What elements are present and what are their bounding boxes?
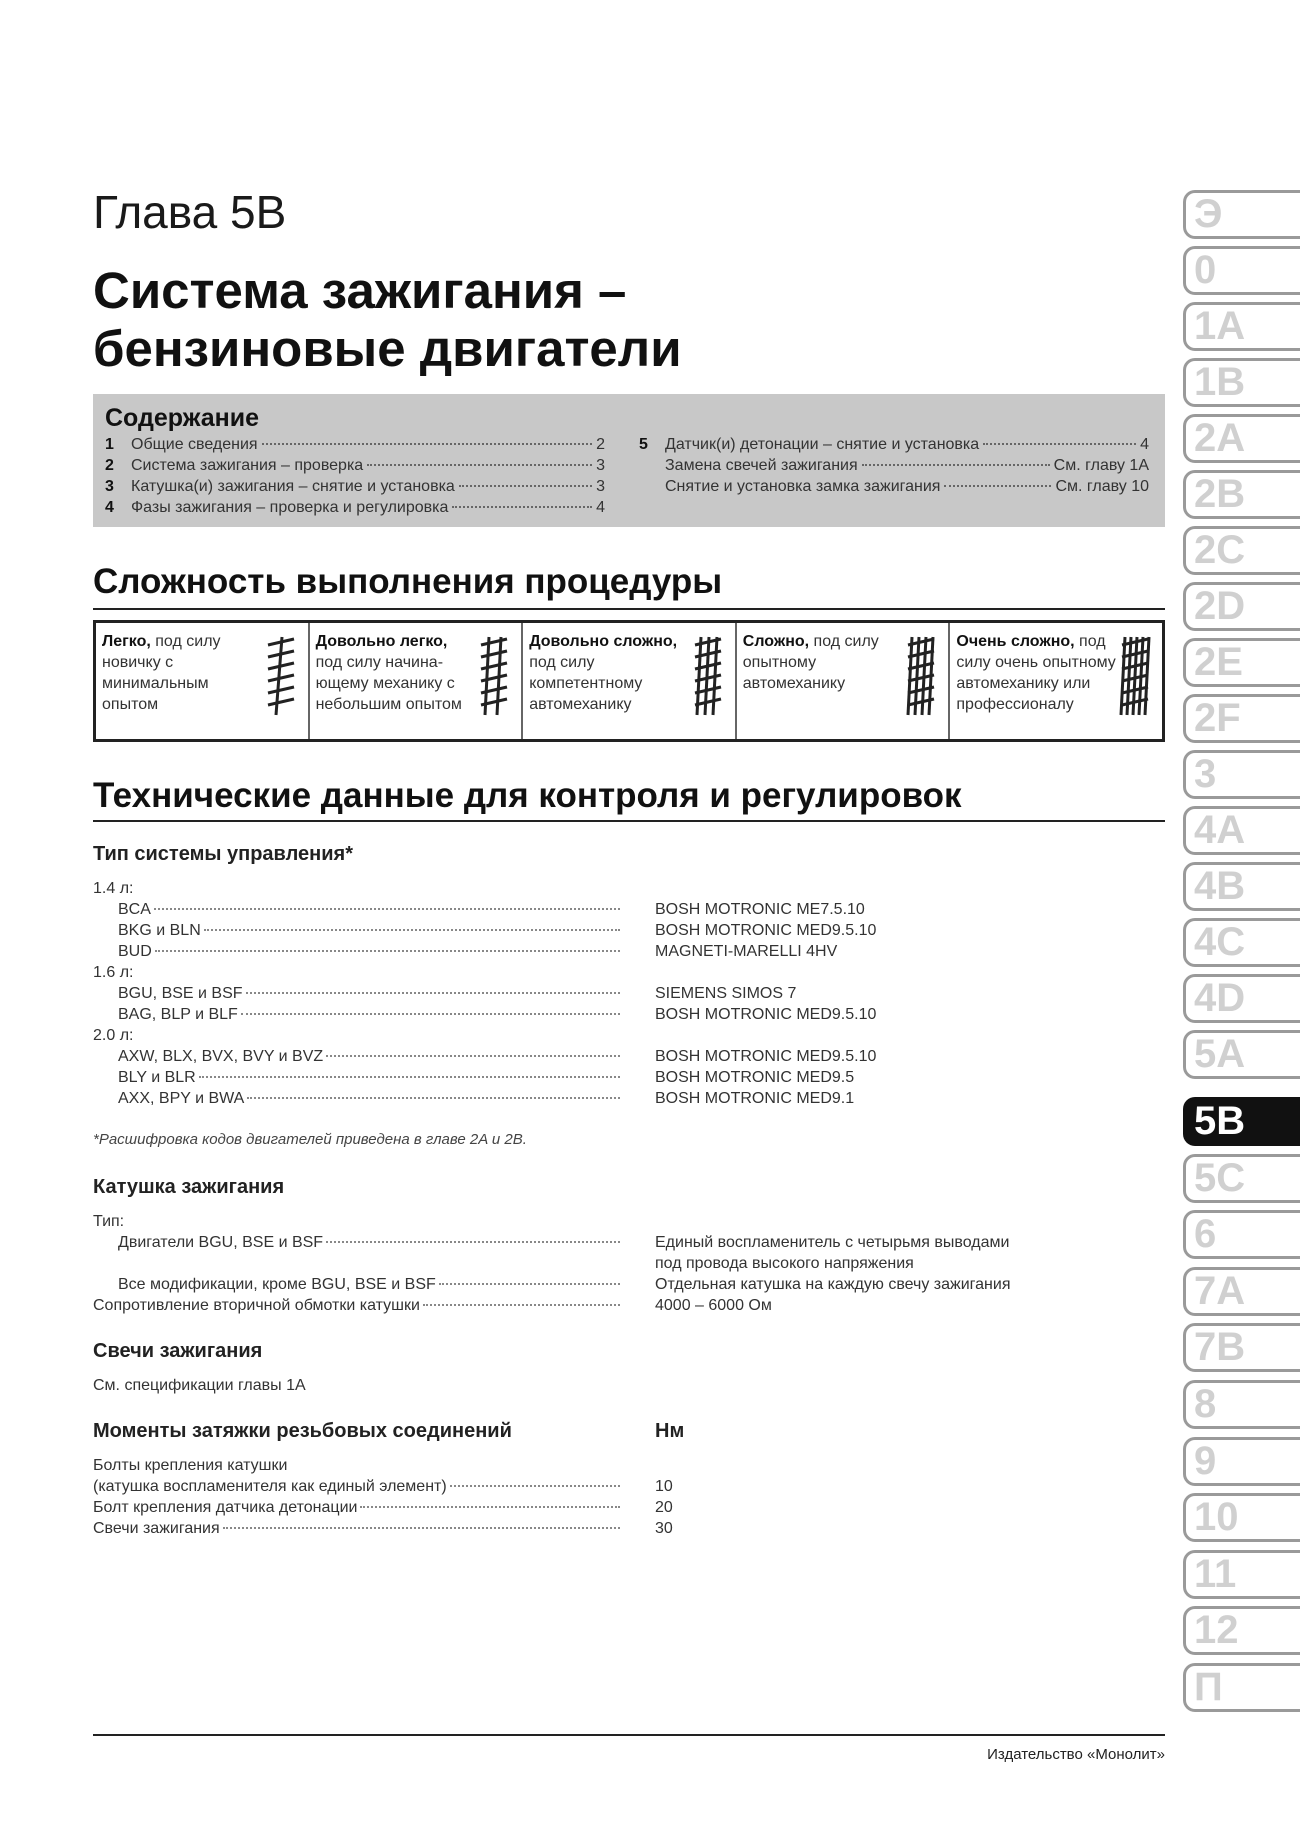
publisher-name: Издательство «Монолит» <box>987 1746 1165 1763</box>
spec-value: BOSH MOTRONIC MED9.5.10 <box>655 1048 877 1065</box>
contents-item-page: 3 <box>596 457 605 474</box>
contents-item-label: Катушка(и) зажигания – снятие и установка <box>131 478 455 495</box>
contents-item-label: Фазы зажигания – проверка и регулировка <box>131 499 449 516</box>
difficulty-description: под силу новичку с минимальным опытом <box>102 633 221 713</box>
spec-row: Все модификации, кроме BGU, BSE и BSF <box>118 1276 620 1297</box>
difficulty-description: под силу начина-ющему механику с небольшим опытом <box>315 654 462 713</box>
difficulty-title: Легко, <box>102 633 151 650</box>
spec-value: 30 <box>655 1520 673 1537</box>
contents-item-label: Система зажигания – проверка <box>131 457 364 474</box>
difficulty-level-3 <box>523 623 737 739</box>
contents-item[interactable] <box>105 499 605 520</box>
tab-7A[interactable]: 7A <box>1183 1267 1300 1316</box>
tab-4D[interactable]: 4D <box>1183 974 1300 1023</box>
leader-dots <box>452 506 592 508</box>
tech-data-heading: Технические данные для контроля и регулировок <box>93 776 962 815</box>
contents-item[interactable] <box>105 457 605 478</box>
contents-item[interactable] <box>639 478 1149 499</box>
tab-12[interactable]: 12 <box>1183 1606 1300 1655</box>
tab-4A[interactable]: 4A <box>1183 806 1300 855</box>
spec-value: BOSH MOTRONIC MED9.5.10 <box>655 1006 877 1023</box>
spec-row: BUD <box>118 943 620 964</box>
contents-item[interactable] <box>105 436 605 457</box>
tab-3[interactable]: 3 <box>1183 750 1300 799</box>
tab-P[interactable]: П <box>1183 1663 1300 1712</box>
contents-left-column <box>105 436 605 520</box>
wrench-icon <box>904 635 940 717</box>
contents-item-page: 2 <box>596 436 605 453</box>
spec-row: AXX, BPY и BWA <box>118 1090 620 1111</box>
spec-value: BOSH MOTRONIC MED9.5 <box>655 1069 855 1086</box>
torque-row-label: Болты крепления катушки <box>93 1457 288 1474</box>
tab-1A[interactable]: 1A <box>1183 302 1300 351</box>
contents-heading: Содержание <box>105 404 260 432</box>
coil-type-label: Тип: <box>93 1213 125 1230</box>
torque-unit: Нм <box>655 1420 685 1442</box>
contents-item-number: 1 <box>105 436 114 453</box>
tab-2D[interactable]: 2D <box>1183 582 1300 631</box>
engine-group-label: 1.6 л: <box>93 964 134 981</box>
tab-7B[interactable]: 7B <box>1183 1323 1300 1372</box>
difficulty-level-2 <box>310 623 524 739</box>
tab-5B-active[interactable]: 5B <box>1183 1097 1300 1146</box>
spec-row: Сопротивление вторичной обмотки катушки <box>93 1297 620 1318</box>
difficulty-title: Сложно, <box>742 633 810 650</box>
contents-item-page: См. главу 1A <box>1053 457 1149 474</box>
difficulty-scale <box>93 620 1165 742</box>
tab-5C[interactable]: 5C <box>1183 1154 1300 1203</box>
leader-dots <box>262 443 593 445</box>
tab-2E[interactable]: 2E <box>1183 638 1300 687</box>
engine-group-label: 2.0 л: <box>93 1027 134 1044</box>
spec-row: Двигатели BGU, BSE и BSF <box>118 1234 620 1255</box>
spec-value: 20 <box>655 1499 673 1516</box>
spec-value: BOSH MOTRONIC MED9.5.10 <box>655 922 877 939</box>
wrench-icon <box>477 635 513 717</box>
spec-value: под провода высокого напряжения <box>655 1255 914 1272</box>
tab-4B[interactable]: 4B <box>1183 862 1300 911</box>
contents-item-number: 4 <box>105 499 114 516</box>
spec-value: BOSH MOTRONIC MED9.1 <box>655 1090 855 1107</box>
leader-dots <box>862 464 1050 466</box>
difficulty-level-1 <box>96 623 310 739</box>
section-divider <box>93 608 1165 610</box>
tab-5A[interactable]: 5A <box>1183 1030 1300 1079</box>
torque-heading: Моменты затяжки резьбовых соединений <box>93 1420 512 1442</box>
spec-row: BKG и BLN <box>118 922 620 943</box>
contents-item-number: 2 <box>105 457 114 474</box>
tab-2A[interactable]: 2A <box>1183 414 1300 463</box>
spec-row: BGU, BSE и BSF <box>118 985 620 1006</box>
contents-item[interactable] <box>105 478 605 499</box>
chapter-label: Глава 5В <box>93 186 287 238</box>
spec-row: AXW, BLX, BVX, BVY и BVZ <box>118 1048 620 1069</box>
difficulty-description: под силу опытному автомеханику <box>742 633 879 692</box>
contents-item-label: Общие сведения <box>131 436 258 453</box>
page-title <box>93 262 682 378</box>
spec-value: MAGNETI-MARELLI 4HV <box>655 943 838 960</box>
spec-row: (катушка воспламенителя как единый элемент) <box>93 1478 620 1499</box>
title-line-1: Система зажигания – <box>93 262 627 319</box>
leader-dots <box>983 443 1136 445</box>
tab-2C[interactable]: 2C <box>1183 526 1300 575</box>
plugs-heading: Свечи зажигания <box>93 1340 263 1362</box>
tab-11[interactable]: 11 <box>1183 1550 1300 1599</box>
contents-item[interactable] <box>639 457 1149 478</box>
difficulty-description: под силу очень опытному автомеханику или профессионалу <box>956 633 1116 713</box>
leader-dots <box>944 485 1051 487</box>
wrench-icon <box>691 635 727 717</box>
tab-6[interactable]: 6 <box>1183 1210 1300 1259</box>
contents-item-label: Замена свечей зажигания <box>665 457 858 474</box>
difficulty-heading: Сложность выполнения процедуры <box>93 562 723 601</box>
spec-value: Единый воспламенитель с четырьмя выводами <box>655 1234 1010 1251</box>
coil-heading: Катушка зажигания <box>93 1176 285 1198</box>
difficulty-title: Довольно легко, <box>315 633 448 650</box>
title-line-2: бензиновые двигатели <box>93 320 682 377</box>
tab-4C[interactable]: 4C <box>1183 918 1300 967</box>
spec-value: SIEMENS SIMOS 7 <box>655 985 797 1002</box>
contents-item-label: Датчик(и) детонации – снятие и установка <box>665 436 980 453</box>
plugs-text: См. спецификации главы 1A <box>93 1377 306 1394</box>
tab-E[interactable]: Э <box>1183 190 1300 239</box>
contents-item-page: 4 <box>1140 436 1149 453</box>
footer-divider <box>93 1734 1165 1736</box>
tab-8[interactable]: 8 <box>1183 1380 1300 1429</box>
spec-value: Отдельная катушка на каждую свечу зажигания <box>655 1276 1011 1293</box>
tab-10[interactable]: 10 <box>1183 1493 1300 1542</box>
control-system-heading: Тип системы управления* <box>93 843 353 865</box>
spec-row: BAG, BLP и BLF <box>118 1006 620 1027</box>
wrench-icon <box>1118 635 1154 717</box>
difficulty-level-4 <box>737 623 951 739</box>
difficulty-title: Очень сложно, <box>956 633 1075 650</box>
spec-value: 10 <box>655 1478 673 1495</box>
tab-0[interactable]: 0 <box>1183 246 1300 295</box>
contents-item-page: 3 <box>596 478 605 495</box>
tab-9[interactable]: 9 <box>1183 1437 1300 1486</box>
contents-right-column <box>639 436 1149 499</box>
engine-group-label: 1.4 л: <box>93 880 134 897</box>
leader-dots <box>459 485 592 487</box>
contents-item-number: 5 <box>639 436 648 453</box>
section-divider <box>93 820 1165 822</box>
spec-row: Болт крепления датчика детонации <box>93 1499 620 1520</box>
tab-1B[interactable]: 1B <box>1183 358 1300 407</box>
footnote: *Расшифровка кодов двигателей приведена в главе 2A и 2B. <box>93 1131 527 1148</box>
spec-row: BLY и BLR <box>118 1069 620 1090</box>
spec-row: BCA <box>118 901 620 922</box>
contents-item-page: См. главу 10 <box>1055 478 1149 495</box>
contents-item-number: 3 <box>105 478 114 495</box>
spec-row: Свечи зажигания <box>93 1520 620 1541</box>
contents-item-page: 4 <box>596 499 605 516</box>
difficulty-title: Довольно сложно, <box>529 633 678 650</box>
wrench-icon <box>264 635 300 717</box>
spec-value: BOSH MOTRONIC ME7.5.10 <box>655 901 865 918</box>
difficulty-description: под силу компетентному автомеханику <box>529 654 643 713</box>
contents-box <box>93 394 1165 527</box>
contents-item[interactable] <box>639 436 1149 457</box>
contents-item-label: Снятие и установка замка зажигания <box>665 478 941 495</box>
difficulty-level-5 <box>950 623 1162 739</box>
tab-2F[interactable]: 2F <box>1183 694 1300 743</box>
leader-dots <box>367 464 592 466</box>
spec-value: 4000 – 6000 Ом <box>655 1297 772 1314</box>
tab-2B[interactable]: 2B <box>1183 470 1300 519</box>
